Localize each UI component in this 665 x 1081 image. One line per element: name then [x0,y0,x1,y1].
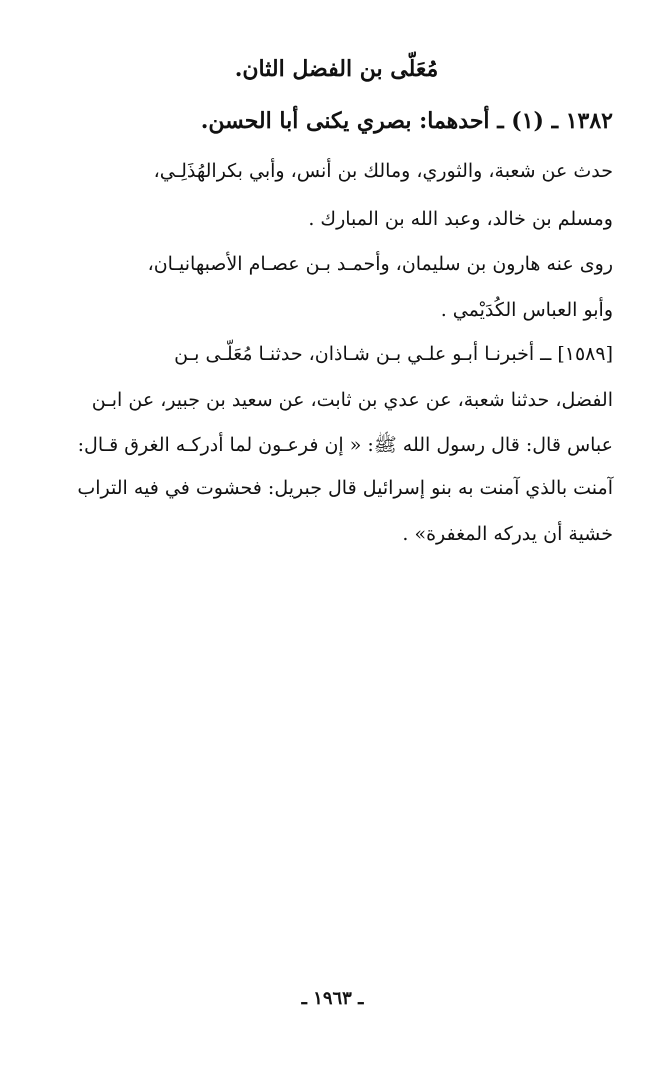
text-line: آمنت بالذي آمنت به بنو إسرائيل قال جبريل: فحشوت في فيه التراب [77,477,613,499]
page-number: ـ ١٩٦٣ ـ [301,988,364,1009]
text-line: الفضل، حدثنا شعبة، عن عدي بن ثابت، عن سعيد بن جبير، عن ابـن [91,389,613,411]
entry-heading: ١٣٨٢ ـ (١) ـ أحدهما: بصري يكنى أبا الحسن. [200,108,613,134]
text-line: وأبو العباس الكُدَيْمي . [440,299,613,321]
text-line: [١٥٨٩] ــ أخبرنـا أبـو علـي بـن شـاذان، حدثنـا مُعَلّـى بـن [174,343,613,365]
text-line: حدث عن شعبة، والثوري، ومالك بن أنس، وأبي بكرالهُذَلِـي، [153,160,613,182]
text-line: ومسلم بن خالد، وعبد الله بن المبارك . [308,208,613,230]
text-line: خشية أن يدركه المغفرة» . [402,523,613,545]
biography-title: مُعَلّى بن الفضل الثان. [234,56,439,82]
text-line: عباس قال: قال رسول الله ﷺ: « إن فرعـون لما أدركـه الغرق قـال: [77,434,613,456]
text-line: روى عنه هارون بن سليمان، وأحمـد بـن عصـام الأصبهانيـان، [147,253,613,275]
